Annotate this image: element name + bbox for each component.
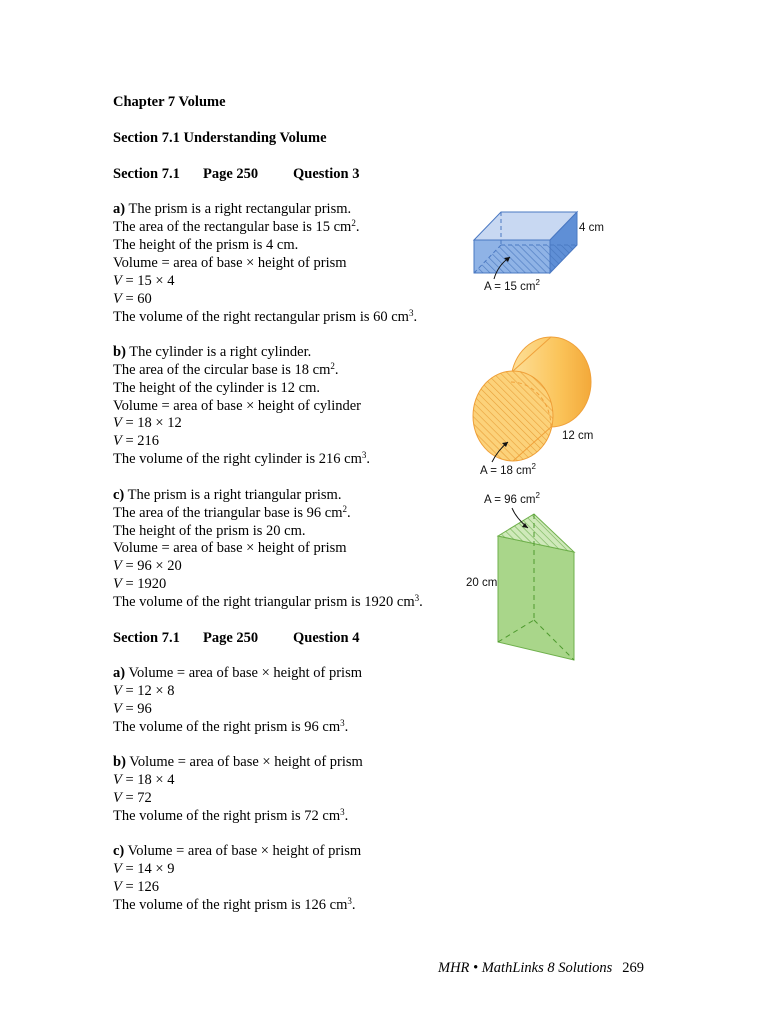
solution-line: = 18 × 12 (121, 415, 182, 431)
figure-height-label: 12 cm (562, 430, 594, 442)
punctuation: . (366, 451, 370, 467)
solution-line: The height of the cylinder is 12 cm. (113, 380, 320, 396)
punctuation: . (344, 808, 349, 824)
variable: V (113, 790, 122, 806)
figure-area-label: A = 96 $cm^2$ (484, 491, 540, 506)
exponent: 3 (340, 807, 345, 817)
q4-page: Page 250 (203, 630, 259, 646)
solution-line: Volume = area of base × height of prism (125, 665, 362, 681)
punctuation: . (413, 309, 418, 325)
q3-page: Page 250 (203, 166, 259, 182)
solution-line: The area of the rectangular base is 15 cm (113, 219, 352, 235)
variable: V (113, 879, 122, 895)
chapter-title: Chapter 7 Volume (113, 94, 226, 110)
solution-line: = 216 (121, 433, 160, 449)
solution-line: The height of the prism is 4 cm. (113, 237, 299, 253)
exponent: 3 (361, 450, 367, 460)
part-label: b) (113, 754, 126, 770)
solution-line: The volume of the right rectangular prism is 60 cm (113, 309, 409, 325)
solution-line: Volume = area of base × height of prism (113, 255, 347, 271)
exponent: 3 (347, 896, 352, 906)
variable: V (113, 433, 122, 449)
solution-line: = 14 × 9 (121, 861, 175, 877)
q3-question: Question 3 (293, 166, 360, 182)
solution-line: = 96 × 20 (121, 558, 182, 574)
part-label: a) (113, 201, 126, 217)
variable: V (113, 415, 122, 431)
footer-source: MHR • MathLinks 8 Solutions (438, 960, 613, 976)
variable: V (113, 772, 122, 788)
solution-line: = 60 (121, 291, 152, 307)
solution-line: = 1920 (121, 576, 167, 592)
punctuation: . (355, 219, 360, 235)
exponent: 3 (340, 718, 345, 728)
punctuation: . (344, 719, 349, 735)
solution-line: = 72 (121, 790, 152, 806)
exponent: 2 (351, 218, 356, 228)
solution-line: = 15 × 4 (121, 273, 175, 289)
solution-line: Volume = area of base × height of prism (125, 754, 363, 770)
solution-line: = 126 (121, 879, 160, 895)
section-title: Section 7.1 Understanding Volume (113, 130, 327, 146)
solution-line: Volume = area of base × height of prism (113, 540, 347, 556)
part-label: c) (113, 843, 125, 859)
solution-line: The height of the prism is 20 cm. (113, 523, 306, 539)
figure-height-label: 4 cm (579, 222, 604, 234)
figure-area-label: A = 15 $cm^2$ (484, 278, 540, 293)
solution-line: The volume of the right cylinder is 216 cm (113, 451, 362, 467)
punctuation: . (419, 594, 423, 610)
question-header-q4 (113, 630, 513, 647)
exponent: 2 (342, 504, 347, 514)
solution-line: = 12 × 8 (121, 683, 175, 699)
exponent: 2 (330, 361, 335, 371)
part-label: b) (113, 344, 126, 360)
solution-line: The volume of the right prism is 72 cm (113, 808, 341, 824)
part-label: c) (113, 487, 125, 503)
exponent: 3 (414, 593, 420, 603)
solution-line: = 18 × 4 (121, 772, 175, 788)
figure-height-label: 20 cm (466, 577, 498, 589)
rectangular-prism-figure (464, 205, 614, 300)
solution-line: The area of the triangular base is 96 cm (113, 505, 343, 521)
exponent: 3 (408, 308, 414, 318)
solution-line: = 96 (121, 701, 152, 717)
solution-line: The volume of the right prism is 126 cm (113, 897, 348, 913)
variable: V (113, 576, 122, 592)
solution-line: The prism is a right rectangular prism. (125, 201, 352, 217)
variable: V (113, 683, 122, 699)
punctuation: . (334, 362, 339, 378)
solution-line: The cylinder is a right cylinder. (125, 344, 312, 360)
solution-line: The area of the circular base is 18 cm (113, 362, 331, 378)
punctuation: . (351, 897, 356, 913)
variable: V (113, 861, 122, 877)
question-header-q3 (113, 166, 513, 183)
punctuation: . (347, 505, 351, 521)
solution-line: Volume = area of base × height of prism (124, 843, 362, 859)
page-number: 269 (622, 960, 644, 976)
variable: V (113, 701, 122, 717)
solution-line: The prism is a right triangular prism. (124, 487, 342, 503)
q3-section: Section 7.1 (113, 166, 180, 182)
cylinder-base-hatch (473, 371, 553, 461)
solution-line: The volume of the right prism is 96 cm (113, 719, 341, 735)
figure-area-label: A = 18 $cm^2$ (480, 462, 536, 477)
page-footer (438, 960, 644, 977)
solution-line: Volume = area of base × height of cylinder (113, 398, 362, 414)
cylinder-figure (468, 334, 608, 479)
variable: V (113, 291, 122, 307)
variable: V (113, 273, 122, 289)
part-label: a) (113, 665, 126, 681)
variable: V (113, 558, 122, 574)
solution-line: The volume of the right triangular prism is 1920 cm (113, 594, 415, 610)
q4-question: Question 4 (293, 630, 360, 646)
q4-section: Section 7.1 (113, 630, 180, 646)
